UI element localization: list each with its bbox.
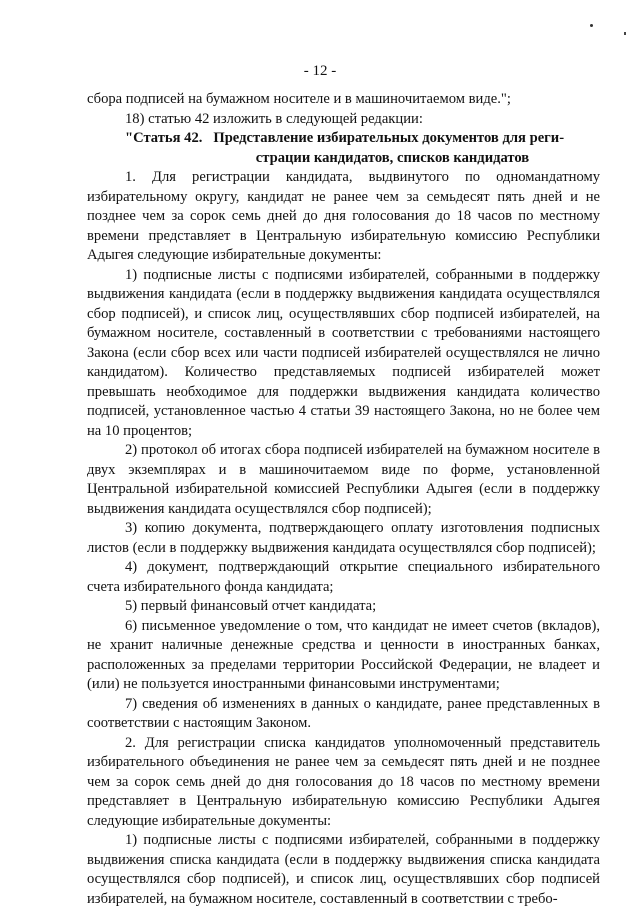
paragraph: 18) статью 42 изложить в следующей редакции:: [125, 110, 423, 127]
paragraph: 1) подписные листы с подписями избирателей, собранными в поддержку выдвижения списка кандидата (если в поддержку выдвижения списка кандидата осуществлялся сбор подписей), и список лиц, осуществлявших сбор подписей избирателей, на бумажном носителе, составленный в соответствии с требо-: [87, 832, 600, 907]
scan-artifact: [590, 24, 593, 27]
paragraph: 3) копию документа, подтверждающего оплату изготовления подписных листов (если в поддержку выдвижения кандидата осуществлялся сбор подписей);: [87, 520, 600, 556]
paragraph: 2) протокол об итогах сбора подписей избирателей на бумажном носителе в двух экземплярах и в машиночитаемом виде по форме, установленной Центральной избирательной комиссией Республики Адыгея (если в поддержку выдвижения кандидата осуществлялся сбор подписей);: [87, 442, 600, 517]
article-heading-line1: [125, 129, 600, 149]
paragraph: 6) письменное уведомление о том, что кандидат не имеет счетов (вкладов), не хранит наличные денежные средства и ценности в иностранных банках, расположенных за пределами территории Российской Федерации, не владеет и (или) не пользуется иностранными финансовыми инструментами;: [87, 617, 600, 692]
article-heading: [87, 129, 600, 168]
document-body: [87, 90, 600, 909]
page-number: - 12 -: [303, 63, 337, 79]
paragraph: 1. Для регистрации кандидата, выдвинутого по одномандатному избирательному округу, кандидат не ранее чем за семьдесят пять дней и не позднее чем за сорок семь дней до дня голосования до 18 часов по местному времени представляет в Центральную избирательную комиссию Республики Адыгея следующие избирательные документы:: [87, 169, 600, 263]
article-title-part1: Представление избирательных документов для реги-: [213, 130, 565, 146]
paragraph: 7) сведения об изменениях в данных о кандидате, ранее представленных в соответствии с настоящим Законом.: [87, 695, 600, 731]
scan-artifact: [624, 32, 626, 35]
paragraph: 5) первый финансовый отчет кандидата;: [125, 598, 377, 614]
paragraph: 1) подписные листы с подписями избирателей, собранными в поддержку выдвижения кандидата (если в поддержку выдвижения кандидата осуществлялся сбор подписей), и список лиц, осуществлявших сбор подписей избирателей, на бумажном носителе, составленный в соответствии с требованиями настоящего Закона (если сбор всех или части подписей избирателей осуществлялся не лично кандидатом). Количество представляемых подписей избирателей может превышать необходимое для поддержки выдвижения кандидата количество подписей, установленное частью 4 статьи 39 настоящего Закона, но не более чем на 10 процентов;: [87, 266, 600, 439]
paragraph: 2. Для регистрации списка кандидатов уполномоченный представитель избирательного объединения не ранее чем за семьдесят пять дней и не позднее чем за сорок семь дней до дня голосования до 18 часов по местному времени представляет в Центральную избирательную комиссию Республики Адыгея следующие избирательные документы:: [87, 734, 600, 829]
paragraph: сбора подписей на бумажном носителе и в машиночитаемом виде.";: [87, 91, 511, 107]
paragraph: 4) документ, подтверждающий открытие специального избирательного счета избирательного фонда кандидата;: [87, 559, 600, 595]
article-number: "Статья 42.: [125, 130, 203, 146]
article-title-part2: страции кандидатов, списков кандидатов: [255, 149, 530, 166]
